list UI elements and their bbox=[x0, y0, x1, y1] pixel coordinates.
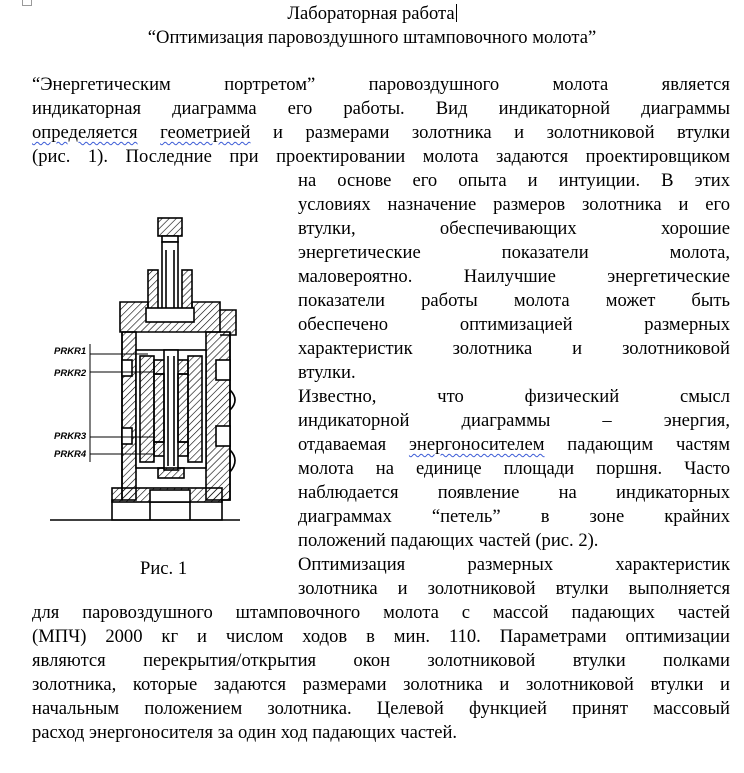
spellcheck-word: геометрией bbox=[160, 122, 251, 143]
document-title-line1: Лабораторная работа bbox=[287, 3, 455, 24]
label-prkr2: PRKR2 bbox=[54, 368, 87, 379]
text-line: молота на единице площади поршня. Часто bbox=[298, 458, 730, 479]
text-line: обеспечено оптимизацией размерных bbox=[298, 314, 730, 335]
text-line: диаграммах “петель” в зоне крайних bbox=[298, 506, 730, 527]
text-line: являются перекрытия/открытия окон золотниковой втулки полками bbox=[32, 650, 730, 671]
text-line: индикаторной диаграммы – энергия, bbox=[298, 410, 730, 431]
text-line: расход энергоносителя за один ход падающих частей. bbox=[32, 722, 458, 743]
text-line: “Энергетическим портретом” паровоздушного молота является bbox=[32, 74, 730, 95]
text-line: Оптимизация размерных характеристик bbox=[298, 554, 730, 575]
text-line: втулки. bbox=[298, 362, 356, 383]
text-line: Известно, что физический смысл bbox=[298, 386, 730, 407]
text-line: условиях назначение размеров золотника и его bbox=[298, 194, 730, 215]
text-cursor bbox=[456, 4, 457, 22]
text-span: отдаваемая bbox=[298, 434, 409, 455]
figure-caption: Рис. 1 bbox=[140, 558, 188, 579]
text-line: (рис. 1). Последние при проектировании молота задаются проектировщиком bbox=[32, 146, 730, 167]
text-line: на основе его опыта и интуиции. В этих bbox=[298, 170, 730, 191]
text-line: для паровоздушного штамповочного молота с массой падающих частей bbox=[32, 602, 730, 623]
text-span: падающим частям bbox=[544, 434, 731, 455]
text-line: положений падающих частей (рис. 2). bbox=[298, 530, 599, 551]
text-line: маловероятно. Наилучшие энергетические bbox=[298, 266, 730, 287]
spellcheck-word: определяется bbox=[32, 122, 138, 143]
text-line: начальным положением золотника. Целевой функцией принят массовый bbox=[32, 698, 730, 719]
text-line: индикаторная диаграмма его работы. Вид индикаторной диаграммы bbox=[32, 98, 730, 119]
text-line: энергетические показатели молота, bbox=[298, 242, 730, 263]
document-title-line2: “Оптимизация паровоздушного штамповочного молота” bbox=[147, 27, 597, 48]
text-line bbox=[298, 433, 730, 457]
label-prkr4: PRKR4 bbox=[54, 449, 87, 460]
text-line: показатели работы молота может быть bbox=[298, 290, 730, 311]
text-span: и размерами золотника и золотниковой втулки bbox=[250, 122, 730, 143]
text-line: золотника, которые задаются размерами золотника и золотниковой втулки и bbox=[32, 674, 730, 695]
label-prkr3: PRKR3 bbox=[54, 431, 87, 442]
text-line: (МПЧ) 2000 кг и числом ходов в мин. 110. Параметрами оптимизации bbox=[32, 626, 730, 647]
text-line: характеристик золотника и золотниковой bbox=[298, 338, 730, 359]
text-line: втулки, обеспечивающих хорошие bbox=[298, 218, 730, 239]
text-line bbox=[32, 121, 730, 145]
text-span bbox=[138, 122, 161, 143]
label-prkr1: PRKR1 bbox=[54, 346, 87, 357]
text-line: наблюдается появление на индикаторных bbox=[298, 482, 730, 503]
spellcheck-word: энергоносителем bbox=[408, 434, 545, 455]
spool-valve-drawing bbox=[50, 210, 240, 530]
text-line: золотника и золотниковой втулки выполняется bbox=[298, 578, 730, 599]
